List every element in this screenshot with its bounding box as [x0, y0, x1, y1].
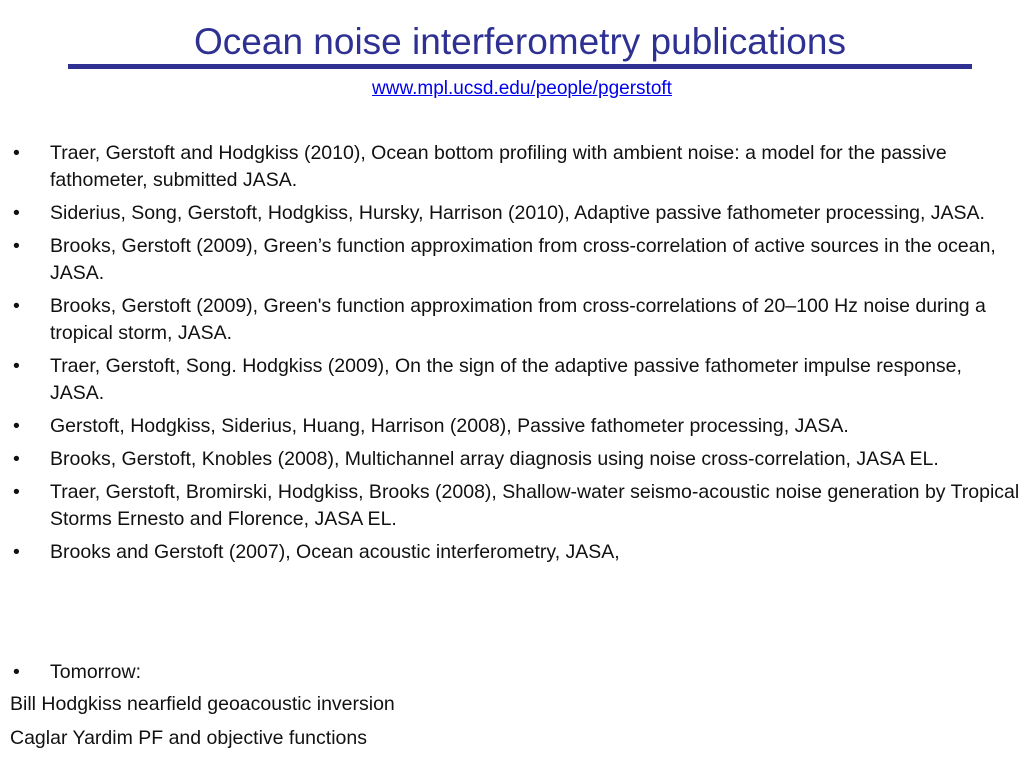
- publication-item: [0, 140, 1020, 194]
- bullet-icon: •: [13, 661, 20, 683]
- bullet-icon: •: [13, 202, 20, 224]
- publication-item: [0, 413, 1020, 440]
- bullet-icon: •: [13, 448, 20, 470]
- tomorrow-talk-1: Bill Hodgkiss nearfield geoacoustic inversion: [10, 693, 395, 715]
- publication-text: Traer, Gerstoft and Hodgkiss (2010), Ocean bottom profiling with ambient noise: a model for the passive fathometer, submitted JASA.: [50, 142, 947, 191]
- publication-item: [0, 479, 1020, 533]
- publication-item: [0, 200, 1020, 227]
- publication-item: [0, 293, 1020, 347]
- bullet-icon: •: [13, 415, 20, 437]
- author-website-link[interactable]: www.mpl.ucsd.edu/people/pgerstoft: [372, 78, 672, 99]
- bullet-icon: •: [13, 481, 20, 503]
- publication-text: Siderius, Song, Gerstoft, Hodgkiss, Hursky, Harrison (2010), Adaptive passive fathometer processing, JASA.: [50, 202, 985, 224]
- tomorrow-item: [0, 659, 141, 686]
- publication-item: [0, 353, 1020, 407]
- publication-item: [0, 233, 1020, 287]
- slide-title: Ocean noise interferometry publications: [194, 21, 846, 62]
- bullet-icon: •: [13, 295, 20, 317]
- bullet-icon: •: [13, 355, 20, 377]
- tomorrow-label: Tomorrow:: [50, 661, 142, 683]
- publication-text: Traer, Gerstoft, Bromirski, Hodgkiss, Brooks (2008), Shallow-water seismo-acoustic noise generation by Tropical Storms Ernesto and Florence, JASA EL.: [50, 481, 1020, 530]
- publication-text: Gerstoft, Hodgkiss, Siderius, Huang, Harrison (2008), Passive fathometer processing, JASA.: [50, 415, 849, 437]
- publication-text: Brooks, Gerstoft, Knobles (2008), Multichannel array diagnosis using noise cross-correlation, JASA EL.: [50, 448, 939, 470]
- publication-item: [0, 446, 1020, 473]
- bullet-icon: •: [13, 142, 20, 164]
- publication-text: Brooks, Gerstoft (2009), Green's function approximation from cross-correlations of 20–100 Hz noise during a tropical storm, JASA.: [50, 295, 986, 344]
- publication-list: [0, 140, 1020, 572]
- bullet-icon: •: [13, 235, 20, 257]
- publication-text: Traer, Gerstoft, Song. Hodgkiss (2009), On the sign of the adaptive passive fathometer impulse response, JASA.: [50, 355, 962, 404]
- title-underline: [68, 64, 972, 69]
- tomorrow-talk-2: Caglar Yardim PF and objective functions: [10, 727, 367, 749]
- publication-text: Brooks and Gerstoft (2007), Ocean acoustic interferometry, JASA,: [50, 541, 620, 563]
- bullet-icon: •: [13, 541, 20, 563]
- publication-text: Brooks, Gerstoft (2009), Green’s function approximation from cross-correlation of active sources in the ocean, JASA.: [50, 235, 996, 284]
- publication-item: [0, 539, 1020, 566]
